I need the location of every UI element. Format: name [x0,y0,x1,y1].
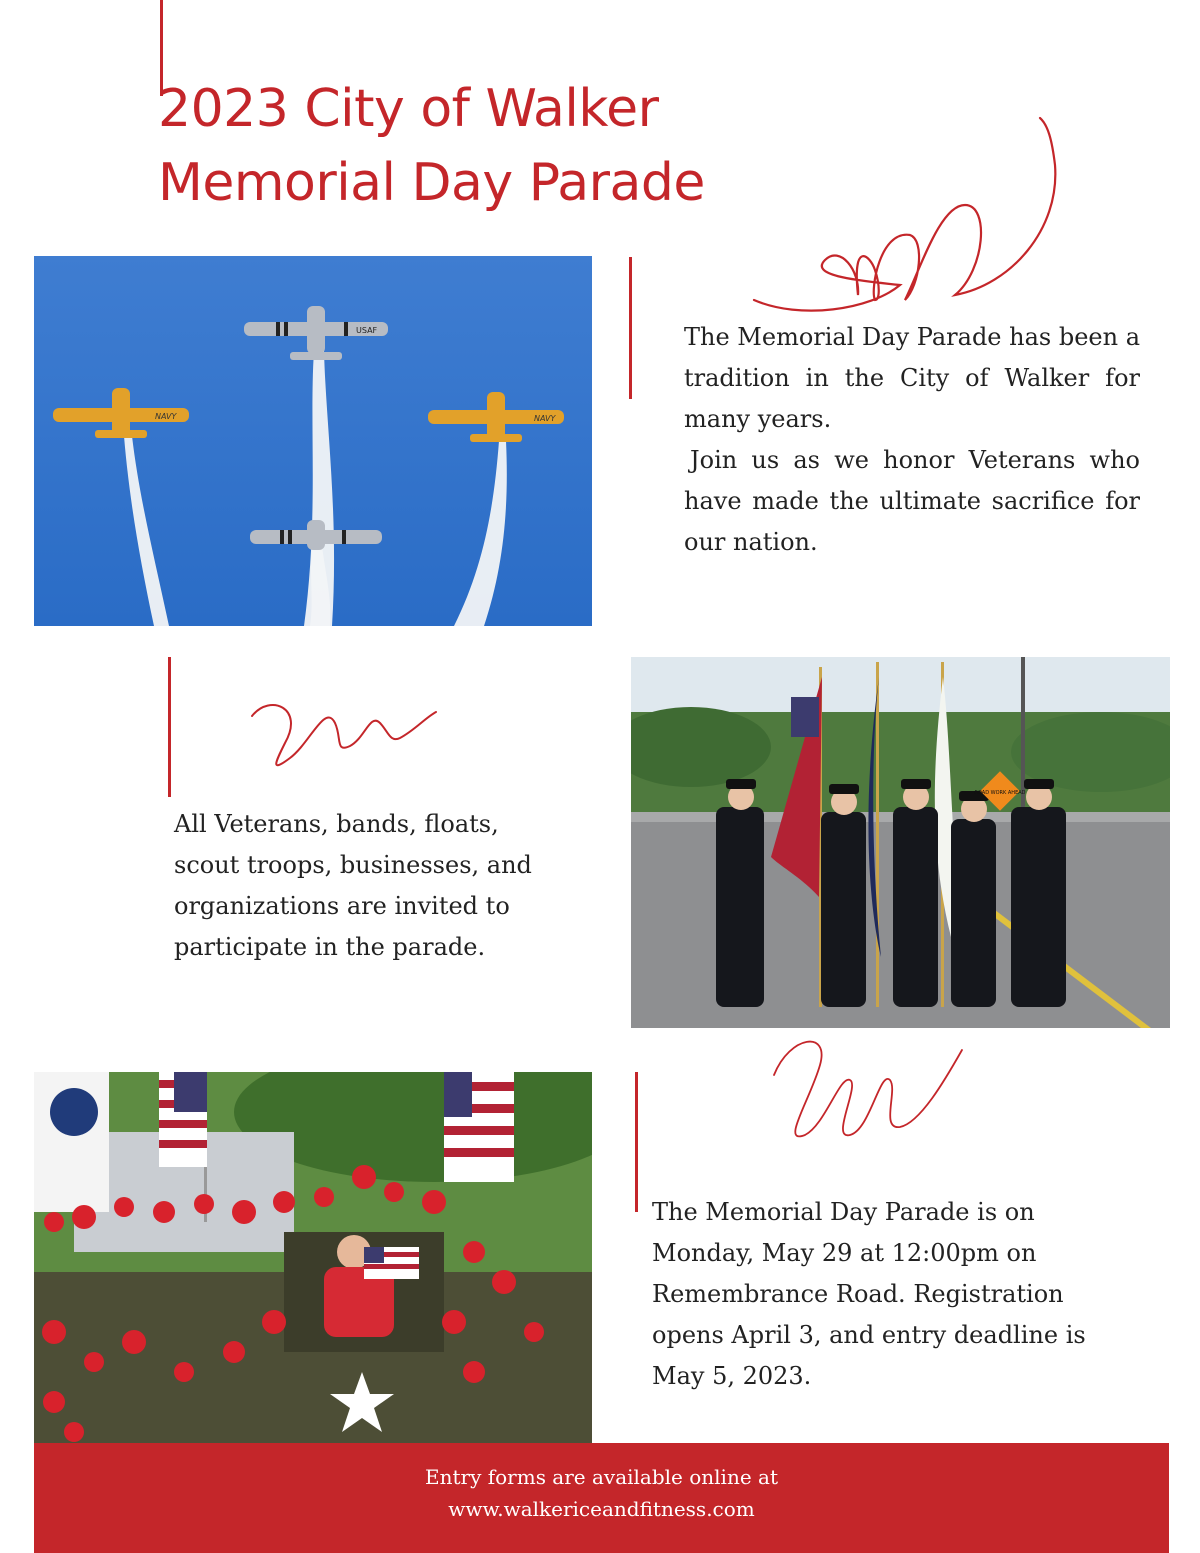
color-guard-illustration [631,657,1170,1028]
accent-line-section2 [168,657,171,797]
invitation-paragraph: All Veterans, bands, floats, scout troops, businesses, and organizations are invited to participate in the parade. [174,810,532,961]
airplanes-photo [34,256,592,626]
flag-small [364,1247,419,1279]
tradition-text: The Memorial Day Parade has been a tradition in the City of Walker for many years. [684,323,1141,433]
parade-float-illustration [34,1072,592,1443]
footer-website-link[interactable]: www.walkericeandfitness.com [448,1497,755,1521]
plane-left-marking: NAVY [155,412,177,421]
honor-text: Join us as we honor Veterans who have made the ultimate sacrifice for our nation. [684,446,1140,556]
parade-details-paragraph: The Memorial Day Parade is on Monday, May 29 at 12:00pm on Remembrance Road. Registration opens April 3, and entry deadline is May 5, 2023. [652,1198,1086,1390]
footer-line-1: Entry forms are available online at [424,1465,778,1489]
plane-right-marking: NAVY [534,414,556,423]
parade-float-photo [34,1072,592,1443]
plane-top-marking: USAF [356,326,378,335]
page-title [158,72,705,220]
accent-line-section3 [635,1072,638,1212]
squiggle-decoration-2 [770,1035,970,1145]
swirl-decoration [740,110,1070,320]
title-line-2: Memorial Day Parade [158,153,705,213]
flag-2 [444,1072,514,1182]
tradition-paragraph [684,317,1140,563]
road-sign-text: ROAD WORK AHEAD [974,790,1026,796]
airplanes-illustration [34,256,592,626]
title-line-1: 2023 City of Walker [158,79,659,139]
squiggle-decoration-1 [250,698,440,773]
footer-banner [34,1443,1169,1553]
color-guard-photo [631,657,1170,1028]
flag-1 [159,1072,207,1167]
accent-line-section1 [629,257,632,399]
